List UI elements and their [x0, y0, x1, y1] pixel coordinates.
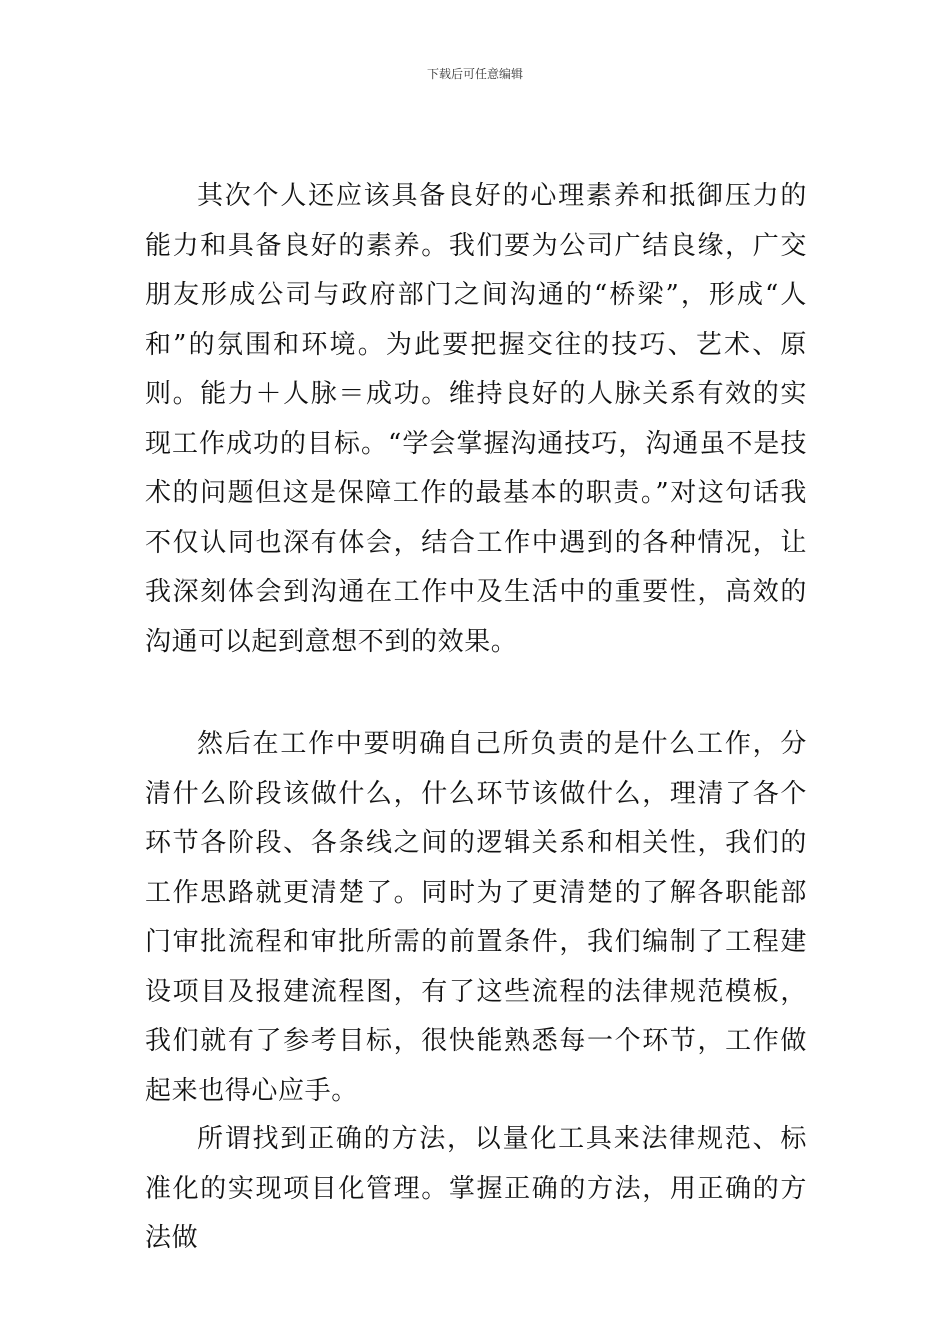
paragraph-block-2: [145, 720, 807, 1116]
paragraph: 所谓找到正确的方法，以量化工具来法律规范、标准化的实现项目化管理。掌握正确的方法，用正确的方法做: [145, 1124, 807, 1253]
paragraph: 然后在工作中要明确自己所负责的是什么工作，分清什么阶段该做什么，什么环节该做什么，理清了各个环节各阶段、各条线之间的逻辑关系和相关性，我们的工作思路就更清楚了。同时为了更清楚的了解各职能部门审批流程和审批所需的前置条件，我们编制了工程建设项目及报建流程图，有了这些流程的法律规范模板，我们就有了参考目标，很快能熟悉每一个环节，工作做起来也得心应手。: [145, 729, 807, 1106]
paragraph-block-1: [145, 172, 807, 667]
paragraph: 其次个人还应该具备良好的心理素养和抵御压力的能力和具备良好的素养。我们要为公司广结良缘，广交朋友形成公司与政府部门之间沟通的“桥梁”，形成“人和”的氛围和环境。为此要把握交往的技巧、艺术、原则。能力＋人脉＝成功。维持良好的人脉关系有效的实现工作成功的目标。“学会掌握沟通技巧，沟通虽不是技术的问题但这是保障工作的最基本的职责。”对这句话我不仅认同也深有体会，结合工作中遇到的各种情况，让我深刻体会到沟通在工作中及生活中的重要性，高效的沟通可以起到意想不到的效果。: [145, 181, 807, 657]
header-note: 下载后可任意编辑: [426, 67, 523, 81]
paragraph-block-3: [145, 1115, 807, 1264]
